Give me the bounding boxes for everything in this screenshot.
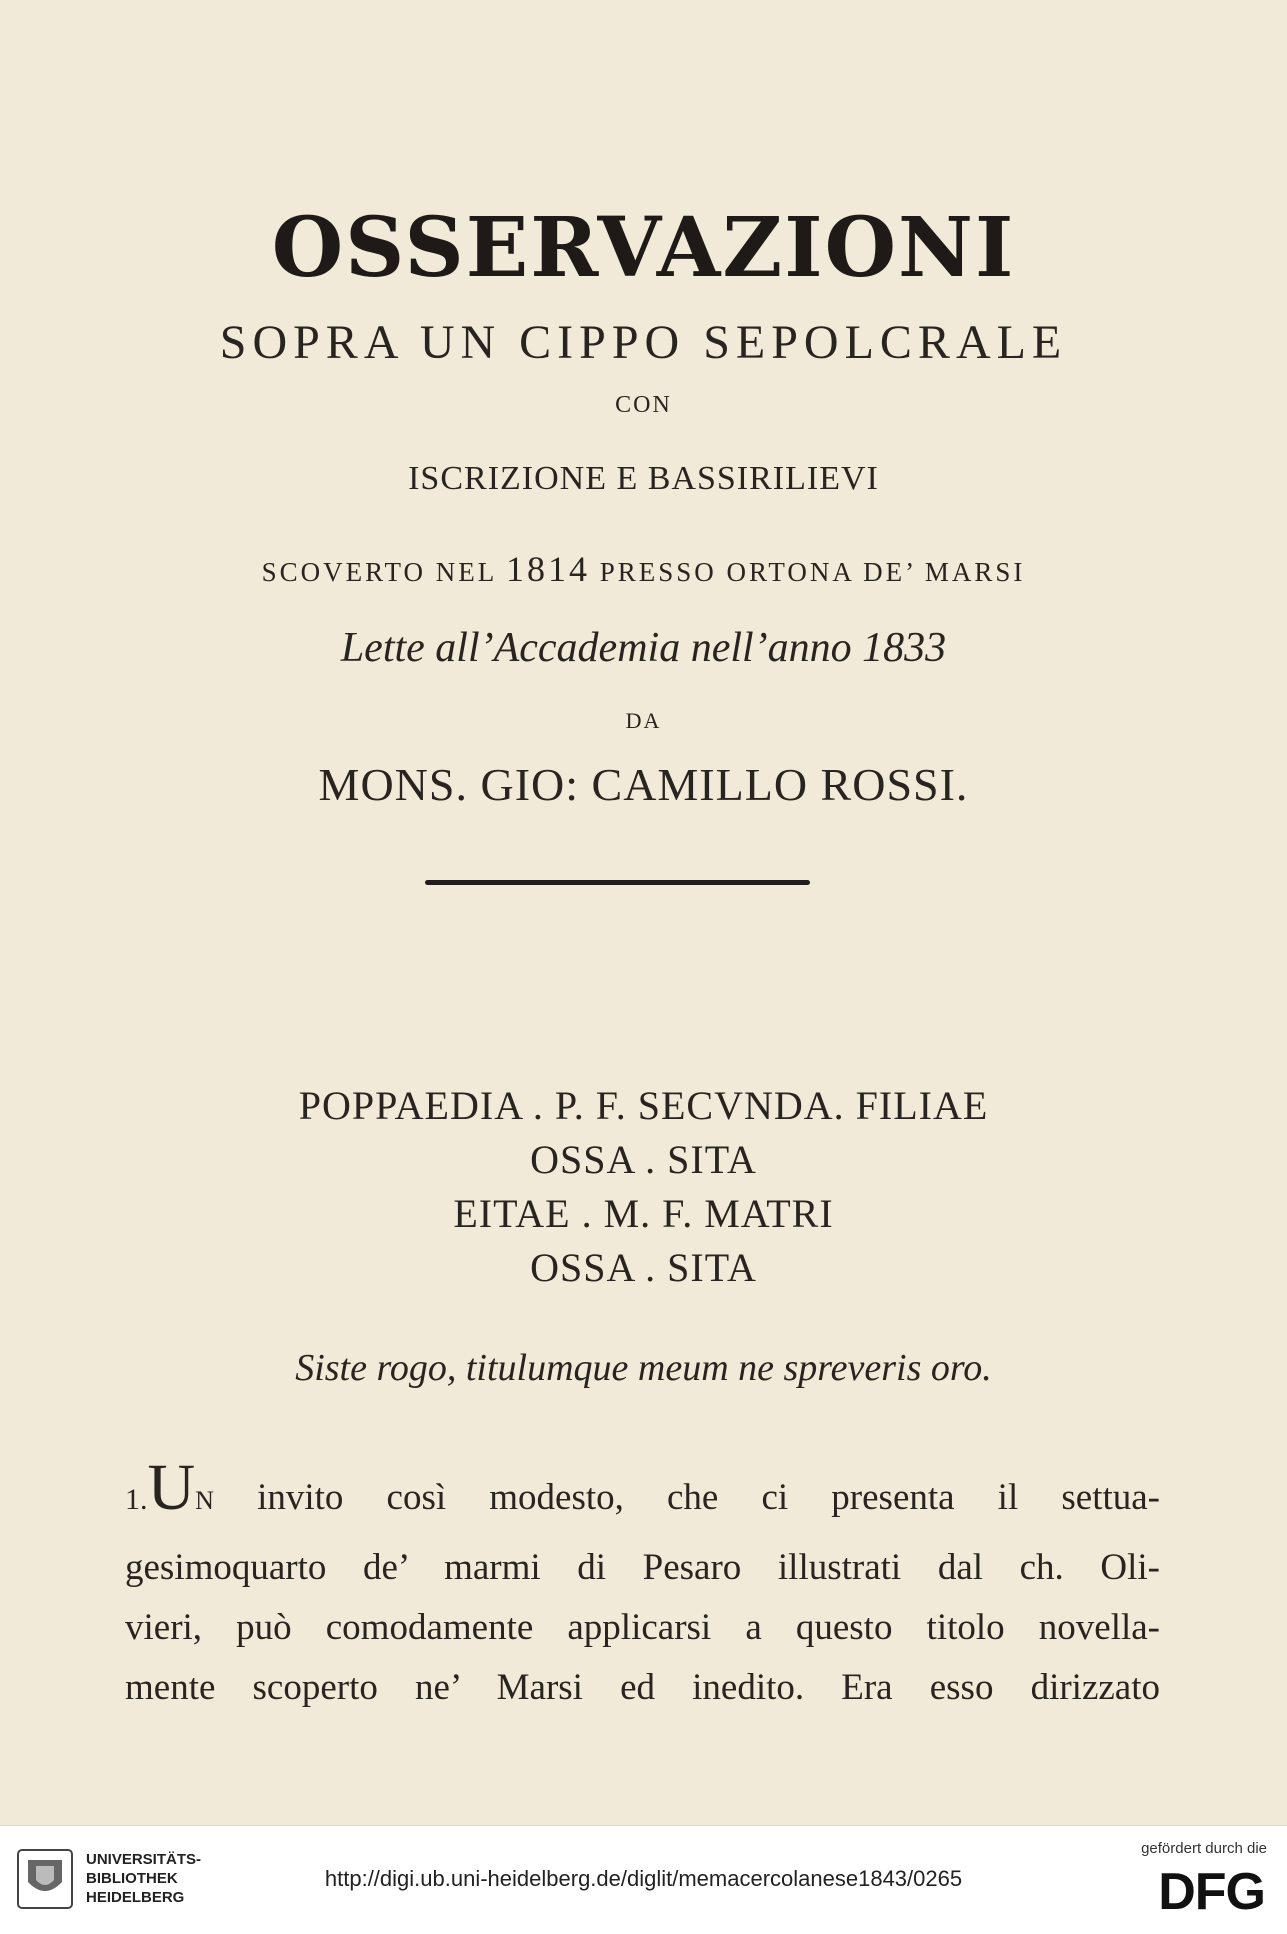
subtitle: SOPRA UN CIPPO SEPOLCRALE (219, 316, 1068, 369)
main-title: OSSERVAZIONI (271, 200, 1016, 296)
scoverto-pre: SCOVERTO NEL (261, 557, 506, 587)
paragraph-line-2: gesimoquarto de’ marmi di Pesaro illustrati dal ch. Oli- (125, 1547, 1160, 1588)
paragraph-line-1 (125, 1451, 1160, 1524)
library-line-2: BIBLIOTHEK (86, 1870, 178, 1887)
da-line: DA (625, 708, 662, 733)
epigraph-line: Siste rogo, titulumque meum ne spreveris oro. (295, 1347, 992, 1389)
library-line-1: UNIVERSITÄTS- (86, 1851, 202, 1868)
author-line: MONS. GIO: CAMILLO ROSSI. (318, 759, 969, 810)
paragraph-line-4: mente scoperto ne’ Marsi ed inedito. Era esso dirizzato (125, 1667, 1160, 1708)
lette-line: Lette all’Accademia nell’anno 1833 (340, 625, 947, 671)
con-line: CON (615, 392, 672, 418)
scoverto-post: PRESSO ORTONA DE’ MARSI (589, 557, 1026, 587)
scoverto-line (0, 548, 1287, 590)
small-caps: N (195, 1486, 214, 1515)
dfg-logo: DFG (1158, 1863, 1265, 1921)
footer-bar (0, 1825, 1287, 1934)
paragraph-number: 1. (125, 1483, 148, 1516)
iscrizione-line: ISCRIZIONE E BASSIRILIEVI (408, 460, 879, 497)
line1-text: invito così modesto, che ci presenta il settua- (213, 1477, 1160, 1518)
inscription-line-1: POPPAEDIA . P. F. SECVNDA. FILIAE (298, 1083, 989, 1128)
funded-by-caption: gefördert durch die (1141, 1840, 1267, 1857)
paragraph-line-3: vieri, può comodamente applicarsi a questo titolo novella- (125, 1607, 1160, 1648)
inscription-line-4: OSSA . SITA (530, 1245, 757, 1290)
ornamental-rule (425, 880, 810, 885)
drop-cap: U (147, 1451, 196, 1524)
library-line-3: HEIDELBERG (86, 1889, 185, 1906)
inscription-line-3: EITAE . M. F. MATRI (453, 1191, 834, 1236)
permalink-url[interactable]: http://digi.ub.uni-heidelberg.de/diglit/memacercolanese1843/0265 (324, 1866, 963, 1891)
inscription-line-2: OSSA . SITA (530, 1137, 757, 1182)
scoverto-year: 1814 (505, 549, 590, 589)
